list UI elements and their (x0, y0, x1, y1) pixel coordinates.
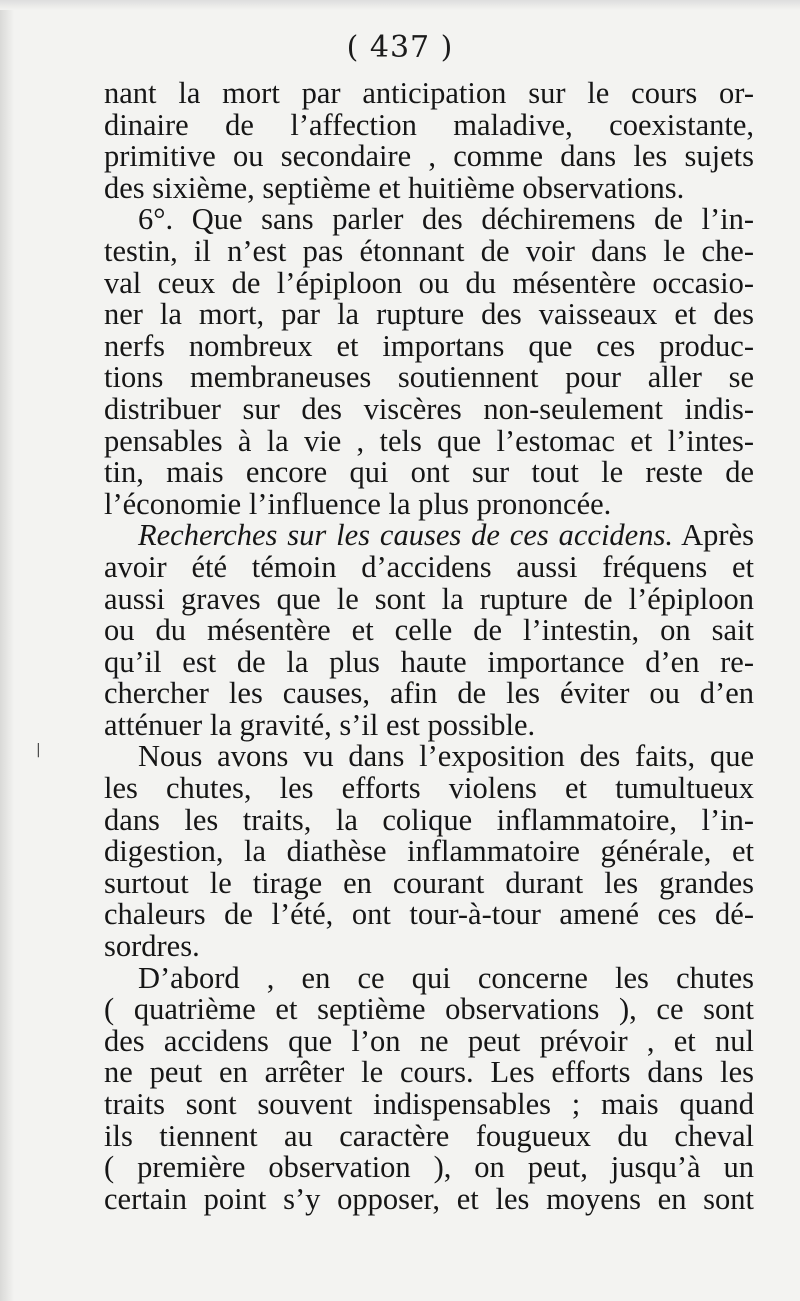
text-line (104, 615, 754, 647)
text-line (104, 328, 754, 363)
text-line (104, 644, 754, 679)
line-text: ( première observation ), on peut, jusqu’à un (104, 1150, 754, 1185)
text-line (104, 1152, 754, 1184)
line-text: sordres. (104, 929, 200, 964)
line-text: tin, mais encore qui ont sur tout le reste de (104, 455, 754, 490)
line-text: Nous avons vu dans l’exposition des faits, que (138, 739, 754, 774)
line-text: atténuer la gravité, s’il est possible. (104, 707, 536, 742)
text-line (104, 204, 754, 236)
line-text: nant la mort par anticipation sur le cours or- (104, 76, 754, 110)
text-line (104, 994, 754, 1026)
line-text: chaleurs de l’été, ont tour-à-tour amené ces dé- (104, 897, 754, 932)
line-text: ne peut en arrêter le cours. Les efforts dans les (104, 1055, 754, 1090)
text-line (104, 581, 754, 616)
text-line (104, 299, 754, 331)
line-text: Après (672, 518, 754, 553)
line-text: qu’il est de la plus haute importance d’en re- (104, 644, 754, 679)
text-line (104, 960, 754, 995)
page-top-shadow (0, 0, 800, 10)
text-line (104, 78, 754, 110)
text-line (104, 865, 754, 900)
body-text (104, 78, 754, 1215)
text-line (104, 520, 754, 552)
text-line (104, 486, 754, 521)
text-line (104, 549, 754, 584)
line-text: les chutes, les efforts violens et tumultueux (104, 771, 754, 806)
text-line (104, 707, 754, 742)
line-text: ils tiennent au caractère fougueux du cheval (104, 1118, 754, 1153)
line-text: nerfs nombreux et importans que ces produc- (104, 328, 754, 363)
line-text: ( quatrième et septième observations ), ce sont (104, 992, 754, 1027)
line-text: val ceux de l’épiploon ou du mésentère occasio- (104, 265, 754, 300)
text-line (104, 391, 754, 426)
text-line (104, 265, 754, 300)
text-line (104, 899, 754, 931)
line-text: avoir été témoin d’accidens aussi fréquens et (104, 549, 754, 584)
line-text: distribuer sur des viscères non-seulement indis- (104, 391, 754, 426)
text-line (104, 362, 754, 394)
text-line (104, 170, 754, 205)
line-text: l’économie l’influence la plus prononcée. (104, 486, 612, 521)
text-line (104, 1181, 754, 1216)
line-text: certain point s’y opposer, et les moyens en sont (104, 1181, 754, 1216)
margin-mark: | (36, 742, 41, 758)
line-text: dans les traits, la colique inflammatoire, l’in- (104, 802, 754, 837)
line-text: surtout le tirage en courant durant les grandes (104, 865, 754, 900)
text-line (104, 141, 754, 173)
text-line (104, 741, 754, 773)
line-text: primitive ou secondaire , comme dans les sujets (104, 139, 754, 174)
line-text: D’abord , en ce qui concerne les chutes (138, 960, 754, 995)
line-text: dinaire de l’affection maladive, coexistante, (104, 107, 754, 142)
text-line (104, 1089, 754, 1121)
italic-heading: Recherches sur les causes de ces accidens. (138, 518, 673, 553)
line-text: pensables à la vie , tels que l’estomac et l’intes- (104, 423, 754, 458)
text-line (104, 773, 754, 805)
line-text: 6°. Que sans parler des déchiremens de l’in- (138, 202, 754, 237)
text-line (104, 107, 754, 142)
text-line (104, 233, 754, 268)
line-text: ner la mort, par la rupture des vaisseaux et des (104, 297, 754, 332)
line-text: traits sont souvent indispensables ; mais quand (104, 1087, 754, 1121)
line-text: ou du mésentère et celle de l’intestin, on sait (104, 613, 754, 648)
text-line (104, 931, 754, 963)
line-text: des sixième, septième et huitième observations. (104, 170, 685, 205)
line-text: des accidens que l’on ne peut prévoir , et nul (104, 1023, 754, 1058)
text-line (104, 678, 754, 710)
line-text: digestion, la diathèse inflammatoire générale, et (104, 834, 754, 869)
text-line (104, 802, 754, 837)
line-text: chercher les causes, afin de les éviter ou d’en (104, 676, 754, 711)
text-line (104, 836, 754, 868)
page-edge-shadow (0, 0, 14, 1301)
text-line (104, 1023, 754, 1058)
line-text: aussi graves que le sont la rupture de l’épiploon (104, 581, 754, 616)
page-number: ( 437 ) (346, 30, 454, 65)
line-text: testin, il n’est pas étonnant de voir dans le che- (104, 233, 754, 268)
text-line (104, 1118, 754, 1153)
text-line (104, 457, 754, 489)
text-line (104, 1057, 754, 1089)
line-text: tions membraneuses soutiennent pour aller se (104, 360, 754, 395)
text-line (104, 423, 754, 458)
